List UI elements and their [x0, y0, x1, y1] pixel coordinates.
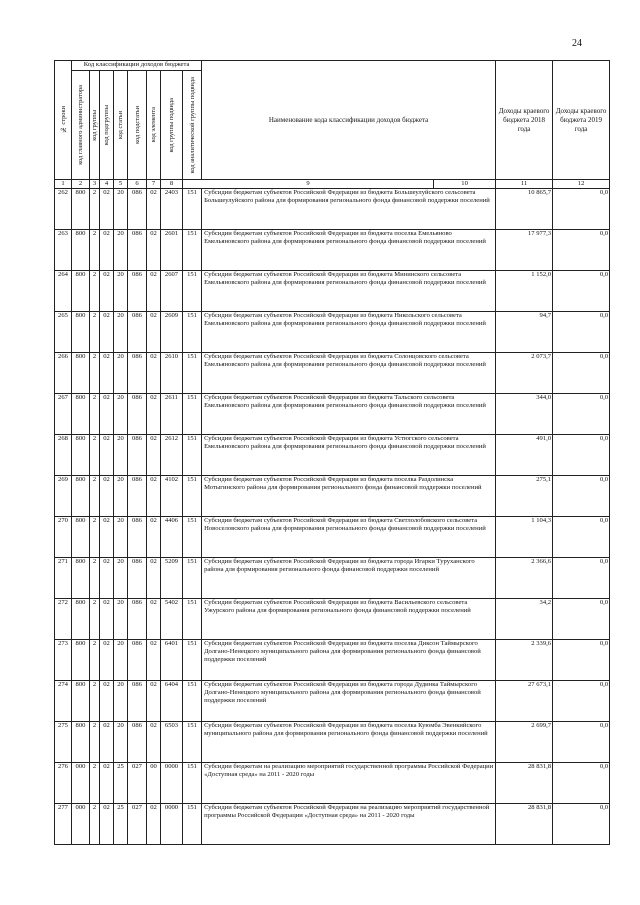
cell-v2018: 10 865,7	[496, 189, 553, 230]
header-code-group: Код классификации доходов бюджета	[72, 61, 202, 71]
cell-c6: 02	[147, 476, 161, 517]
cell-c7: 4406	[161, 517, 183, 558]
cell-name: Субсидии бюджетам субъектов Российской Федерации из бюджета Никольского сельсовета Емельяновского района для формирования регионального фонда финансовой поддержки поселений	[202, 312, 496, 353]
cell-c7: 5209	[161, 558, 183, 599]
col-num: 6	[128, 180, 147, 189]
cell-v2018: 1 104,3	[496, 517, 553, 558]
cell-c8: 151	[183, 517, 202, 558]
cell-no: 274	[55, 681, 72, 722]
cell-c6: 00	[147, 763, 161, 804]
cell-v2018: 28 831,8	[496, 804, 553, 845]
table-row	[55, 353, 610, 394]
cell-c8: 151	[183, 230, 202, 271]
cell-c1: 000	[72, 763, 90, 804]
cell-c4: 20	[114, 640, 128, 681]
cell-v2019: 0,0	[553, 558, 610, 599]
cell-c7: 2607	[161, 271, 183, 312]
cell-c2: 2	[90, 312, 100, 353]
table-body	[55, 189, 610, 845]
cell-no: 276	[55, 763, 72, 804]
cell-c3: 02	[100, 435, 114, 476]
cell-c1: 800	[72, 353, 90, 394]
cell-c1: 800	[72, 271, 90, 312]
cell-no: 277	[55, 804, 72, 845]
cell-v2019: 0,0	[553, 763, 610, 804]
cell-c3: 02	[100, 394, 114, 435]
cell-c4: 20	[114, 599, 128, 640]
header-code-subarticle: код подстатьи	[128, 71, 147, 180]
cell-c3: 02	[100, 353, 114, 394]
cell-c5: 027	[128, 804, 147, 845]
cell-no: 266	[55, 353, 72, 394]
cell-c4: 20	[114, 681, 128, 722]
cell-no: 262	[55, 189, 72, 230]
cell-v2019: 0,0	[553, 681, 610, 722]
cell-c7: 2612	[161, 435, 183, 476]
cell-v2019: 0,0	[553, 435, 610, 476]
cell-c1: 800	[72, 722, 90, 763]
cell-c4: 20	[114, 476, 128, 517]
header-code-subtype-group: код группы подвида	[161, 71, 183, 180]
cell-c1: 800	[72, 599, 90, 640]
header-2018: Доходы краевого бюджета 2018 года	[496, 61, 553, 180]
column-number-row	[55, 180, 610, 189]
cell-c4: 20	[114, 435, 128, 476]
header-code-element: код элемента	[147, 71, 161, 180]
cell-c3: 02	[100, 271, 114, 312]
cell-c2: 2	[90, 394, 100, 435]
cell-no: 267	[55, 394, 72, 435]
cell-c6: 02	[147, 804, 161, 845]
cell-v2018: 491,0	[496, 435, 553, 476]
cell-c5: 086	[128, 640, 147, 681]
cell-c5: 086	[128, 435, 147, 476]
cell-c2: 2	[90, 763, 100, 804]
cell-c7: 2609	[161, 312, 183, 353]
page-number: 24	[572, 38, 582, 49]
cell-no: 273	[55, 640, 72, 681]
table-row	[55, 681, 610, 722]
col-num: 10	[434, 180, 496, 189]
cell-name: Субсидии бюджетам субъектов Российской Федерации из бюджета поселка Раздолинска Мотыгинского района для формирования регионального фонда финансовой поддержки поселений	[202, 476, 496, 517]
cell-c2: 2	[90, 476, 100, 517]
cell-c2: 2	[90, 599, 100, 640]
col-num: 3	[90, 180, 100, 189]
header-2019: Доходы краевого бюджета 2019 года	[553, 61, 610, 180]
cell-c5: 086	[128, 353, 147, 394]
cell-c8: 151	[183, 681, 202, 722]
cell-c3: 02	[100, 517, 114, 558]
table-row	[55, 599, 610, 640]
cell-c4: 25	[114, 804, 128, 845]
cell-v2019: 0,0	[553, 271, 610, 312]
cell-c7: 6404	[161, 681, 183, 722]
cell-c5: 027	[128, 763, 147, 804]
cell-name: Субсидии бюджетам субъектов Российской Федерации из бюджета поселка Диксон Таймырского Долгано-Ненецкого муниципального района для формирования регионального фонда финансовой поддержки поселений	[202, 640, 496, 681]
table-row	[55, 394, 610, 435]
cell-v2018: 2 366,6	[496, 558, 553, 599]
cell-c6: 02	[147, 312, 161, 353]
cell-v2018: 17 977,3	[496, 230, 553, 271]
cell-c2: 2	[90, 271, 100, 312]
col-num: 9	[183, 180, 434, 189]
cell-c4: 20	[114, 312, 128, 353]
cell-name: Субсидии бюджетам субъектов Российской Федерации из бюджета Устюгского сельсовета Емельяновского района для формирования регионального фонда финансовой поддержки поселений	[202, 435, 496, 476]
cell-c3: 02	[100, 312, 114, 353]
cell-c6: 02	[147, 722, 161, 763]
cell-name: Субсидии бюджетам субъектов Российской Федерации из бюджета поселка Емельяново Емельяновского района для формирования регионального фонда финансовой поддержки поселений	[202, 230, 496, 271]
header-code-group-col: код группы	[90, 71, 100, 180]
cell-c4: 20	[114, 271, 128, 312]
cell-v2018: 34,2	[496, 599, 553, 640]
cell-v2019: 0,0	[553, 230, 610, 271]
table-row	[55, 312, 610, 353]
cell-c3: 02	[100, 722, 114, 763]
header-code-admin: код главного администратора	[72, 71, 90, 180]
cell-c5: 086	[128, 517, 147, 558]
cell-c8: 151	[183, 189, 202, 230]
cell-c8: 151	[183, 763, 202, 804]
cell-c8: 151	[183, 271, 202, 312]
col-num: 5	[114, 180, 128, 189]
cell-c5: 086	[128, 681, 147, 722]
cell-c6: 02	[147, 517, 161, 558]
cell-v2018: 94,7	[496, 312, 553, 353]
cell-c6: 02	[147, 230, 161, 271]
cell-c5: 086	[128, 394, 147, 435]
cell-no: 265	[55, 312, 72, 353]
cell-c8: 151	[183, 599, 202, 640]
cell-c7: 2601	[161, 230, 183, 271]
cell-c6: 02	[147, 558, 161, 599]
cell-c8: 151	[183, 312, 202, 353]
cell-no: 275	[55, 722, 72, 763]
cell-name: Субсидии бюджетам субъектов Российской Федерации из бюджета Светлолобовского сельсовета Новоселовского района для формирования регионального фонда финансовой поддержки поселений	[202, 517, 496, 558]
cell-name: Субсидии бюджетам субъектов Российской Федерации из бюджета Солонцовского сельсовета Емельяновского района для формирования регионального фонда финансовой поддержки поселений	[202, 353, 496, 394]
table-row	[55, 230, 610, 271]
cell-c7: 4102	[161, 476, 183, 517]
cell-c1: 800	[72, 394, 90, 435]
cell-c7: 2610	[161, 353, 183, 394]
cell-c3: 02	[100, 189, 114, 230]
cell-c8: 151	[183, 558, 202, 599]
cell-c1: 800	[72, 476, 90, 517]
cell-c6: 02	[147, 640, 161, 681]
cell-c8: 151	[183, 804, 202, 845]
table-row	[55, 804, 610, 845]
cell-c8: 151	[183, 476, 202, 517]
col-num: 1	[55, 180, 72, 189]
cell-c5: 086	[128, 558, 147, 599]
cell-name: Субсидии бюджетам субъектов Российской Федерации из бюджета города Игарки Туруханского района для формирования регионального фонда финансовой поддержки поселений	[202, 558, 496, 599]
cell-c1: 800	[72, 640, 90, 681]
cell-c4: 20	[114, 394, 128, 435]
cell-c3: 02	[100, 763, 114, 804]
cell-c6: 02	[147, 681, 161, 722]
cell-c1: 800	[72, 230, 90, 271]
cell-v2018: 344,0	[496, 394, 553, 435]
cell-c6: 02	[147, 599, 161, 640]
table-row	[55, 763, 610, 804]
cell-c6: 02	[147, 271, 161, 312]
col-num: 2	[72, 180, 90, 189]
cell-c5: 086	[128, 189, 147, 230]
table-row	[55, 517, 610, 558]
header-name: Наименование кода классификации доходов бюджета	[202, 61, 496, 180]
cell-v2019: 0,0	[553, 476, 610, 517]
cell-c4: 20	[114, 353, 128, 394]
cell-c3: 02	[100, 804, 114, 845]
cell-c6: 02	[147, 394, 161, 435]
cell-c7: 6503	[161, 722, 183, 763]
cell-c7: 6401	[161, 640, 183, 681]
header-code-subgroup: код подгруппы	[100, 71, 114, 180]
cell-c2: 2	[90, 722, 100, 763]
cell-c2: 2	[90, 517, 100, 558]
cell-v2018: 1 152,0	[496, 271, 553, 312]
cell-v2018: 2 073,7	[496, 353, 553, 394]
cell-c2: 2	[90, 230, 100, 271]
cell-v2018: 2 339,6	[496, 640, 553, 681]
table-row	[55, 640, 610, 681]
cell-c7: 0000	[161, 763, 183, 804]
cell-c4: 20	[114, 558, 128, 599]
cell-c3: 02	[100, 558, 114, 599]
cell-no: 271	[55, 558, 72, 599]
cell-c7: 2403	[161, 189, 183, 230]
cell-v2018: 27 673,1	[496, 681, 553, 722]
budget-table	[54, 60, 610, 845]
cell-c5: 086	[128, 599, 147, 640]
cell-c3: 02	[100, 230, 114, 271]
cell-no: 263	[55, 230, 72, 271]
cell-name: Субсидии бюджетам субъектов Российской Федерации из бюджета Васильевского сельсовета Ужурского района для формирования регионального фонда финансовой поддержки поселений	[202, 599, 496, 640]
cell-c1: 800	[72, 558, 90, 599]
cell-c1: 800	[72, 435, 90, 476]
cell-c3: 02	[100, 640, 114, 681]
cell-c4: 20	[114, 189, 128, 230]
cell-v2019: 0,0	[553, 353, 610, 394]
cell-v2019: 0,0	[553, 394, 610, 435]
col-num: 7	[147, 180, 161, 189]
cell-c4: 25	[114, 763, 128, 804]
cell-c8: 151	[183, 394, 202, 435]
cell-c3: 02	[100, 681, 114, 722]
header-row-no: № строки	[55, 61, 72, 180]
cell-c2: 2	[90, 558, 100, 599]
cell-c1: 800	[72, 517, 90, 558]
cell-v2019: 0,0	[553, 722, 610, 763]
cell-c5: 086	[128, 230, 147, 271]
cell-name: Субсидии бюджетам субъектов Российской Федерации из бюджета поселка Куюмба Эвенкийского муниципального района для формирования регионального фонда финансовой поддержки поселений	[202, 722, 496, 763]
cell-c4: 20	[114, 722, 128, 763]
cell-v2019: 0,0	[553, 599, 610, 640]
cell-no: 272	[55, 599, 72, 640]
table-row	[55, 435, 610, 476]
table-row	[55, 189, 610, 230]
cell-c8: 151	[183, 353, 202, 394]
cell-v2019: 0,0	[553, 517, 610, 558]
col-num: 8	[161, 180, 183, 189]
header-code-article: код статьи	[114, 71, 128, 180]
cell-c2: 2	[90, 189, 100, 230]
table-row	[55, 722, 610, 763]
col-num: 11	[496, 180, 553, 189]
cell-c3: 02	[100, 476, 114, 517]
cell-name: Субсидии бюджетам субъектов Российской Федерации из бюджета города Дудинка Таймырского Долгано-Ненецкого муниципального района для формирования регионального фонда финансовой поддержки поселений	[202, 681, 496, 722]
cell-name: Субсидии бюджетам на реализацию мероприятий государственной программы Российской Федерации «Доступная среда» на 2011 - 2020 годы	[202, 763, 496, 804]
cell-name: Субсидии бюджетам субъектов Российской Федерации из бюджета Тальского сельсовета Емельяновского района для формирования регионального фонда финансовой поддержки поселений	[202, 394, 496, 435]
cell-c6: 02	[147, 353, 161, 394]
cell-v2018: 275,1	[496, 476, 553, 517]
cell-c2: 2	[90, 435, 100, 476]
cell-c2: 2	[90, 681, 100, 722]
cell-c3: 02	[100, 599, 114, 640]
cell-c5: 086	[128, 271, 147, 312]
cell-no: 264	[55, 271, 72, 312]
cell-c7: 2611	[161, 394, 183, 435]
table-row	[55, 558, 610, 599]
col-num: 12	[553, 180, 610, 189]
cell-c7: 5402	[161, 599, 183, 640]
cell-v2018: 28 831,8	[496, 763, 553, 804]
cell-c1: 800	[72, 681, 90, 722]
cell-c5: 086	[128, 476, 147, 517]
cell-v2019: 0,0	[553, 312, 610, 353]
col-num: 4	[100, 180, 114, 189]
cell-name: Субсидии бюджетам субъектов Российской Федерации из бюджета Мининского сельсовета Емельяновского района для формирования регионального фонда финансовой поддержки поселений	[202, 271, 496, 312]
cell-c8: 151	[183, 640, 202, 681]
cell-v2019: 0,0	[553, 640, 610, 681]
cell-v2019: 0,0	[553, 804, 610, 845]
cell-no: 268	[55, 435, 72, 476]
cell-v2018: 2 699,7	[496, 722, 553, 763]
cell-name: Субсидии бюджетам субъектов Российской Федерации из бюджета Большеулуйского сельсовета Большеулуйского района для формирования регионального фонда финансовой поддержки поселений	[202, 189, 496, 230]
cell-no: 269	[55, 476, 72, 517]
cell-c2: 2	[90, 804, 100, 845]
cell-c1: 800	[72, 312, 90, 353]
cell-c7: 0000	[161, 804, 183, 845]
cell-c8: 151	[183, 722, 202, 763]
cell-v2019: 0,0	[553, 189, 610, 230]
table-row	[55, 476, 610, 517]
cell-c5: 086	[128, 312, 147, 353]
cell-c4: 20	[114, 230, 128, 271]
cell-no: 270	[55, 517, 72, 558]
cell-c6: 02	[147, 435, 161, 476]
cell-c5: 086	[128, 722, 147, 763]
cell-c1: 800	[72, 189, 90, 230]
cell-c2: 2	[90, 640, 100, 681]
cell-c4: 20	[114, 517, 128, 558]
table-row	[55, 271, 610, 312]
header-code-analytic: код аналитической группы подвида	[183, 71, 202, 180]
cell-c6: 02	[147, 189, 161, 230]
cell-c1: 000	[72, 804, 90, 845]
cell-name: Субсидии бюджетам субъектов Российской Федерации на реализацию мероприятий государственной программы Российской Федерации «Доступная среда» на 2011 - 2020 годы	[202, 804, 496, 845]
cell-c8: 151	[183, 435, 202, 476]
cell-c2: 2	[90, 353, 100, 394]
